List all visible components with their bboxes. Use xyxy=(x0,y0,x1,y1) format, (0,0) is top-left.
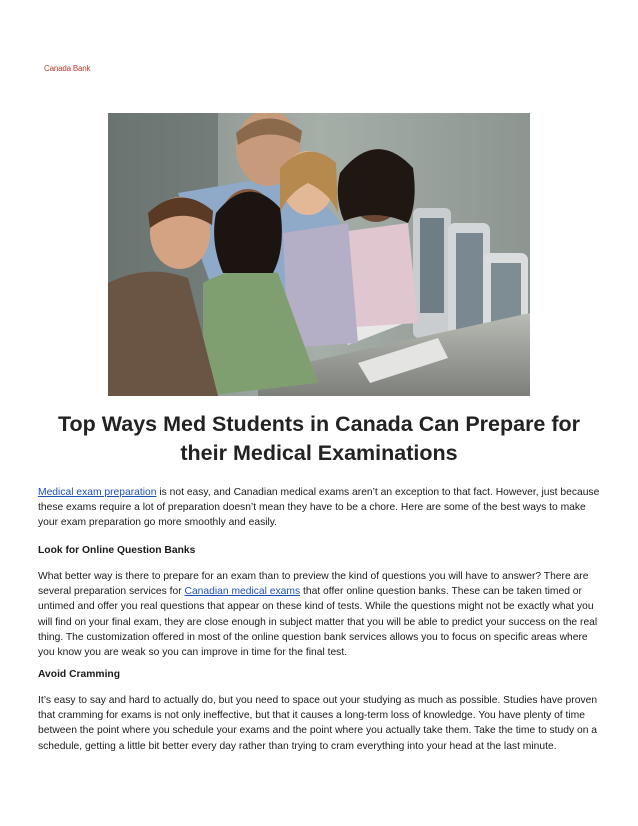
intro-text: is not easy, and Canadian medical exams aren’t an exception to that fact. However, just because these exams require a lot of preparation doesn’t mean they have to be a chore. Here are some of the best ways to make your exam preparation go more smoothly and easily. xyxy=(38,487,600,529)
section1-paragraph xyxy=(38,569,603,660)
medical-exam-preparation-link[interactable]: Medical exam preparation xyxy=(38,487,157,498)
section1-heading: Look for Online Question Banks xyxy=(38,545,196,556)
canadian-medical-exams-link[interactable]: Canadian medical exams xyxy=(184,586,301,598)
section1-text-before: What better way is there to prepare for an exam than to preview the kind of questions you will have to answer? There are several preparation services for xyxy=(38,571,589,598)
title-line-2: their Medical Examinations xyxy=(180,441,458,465)
section2-heading: Avoid Cramming xyxy=(38,669,121,680)
intro-paragraph xyxy=(38,485,603,531)
page-title xyxy=(30,410,608,468)
logo: Canada Bank xyxy=(44,64,91,73)
students-at-computers-photo xyxy=(108,113,530,396)
section1-text-after: that offer online question banks. These can be taken timed or untimed and offer you real questions that appear on these kind of tests. While the questions might not be exactly what you will find on your final exam, they are close enough in subject matter that you will be able to predict your success on the real thing. The customization offered in most of the online question bank services allows you to focus on specific areas where you know you are weak so you can improve in time for the final test. xyxy=(38,586,598,659)
section2-paragraph: It’s easy to say and hard to actually do, but you need to space out your studying as much as possible. Studies have proven that cramming for exams is not only ineffective, but that it causes a long-term loss of knowledge. You have plenty of time between the point where you schedule your exams and the point where you actually take them. Take the time to study on a schedule, getting a little bit better every day rather than trying to cram everything into your head at the last minute. xyxy=(38,695,598,752)
title-line-1: Top Ways Med Students in Canada Can Prepare for xyxy=(57,412,581,436)
